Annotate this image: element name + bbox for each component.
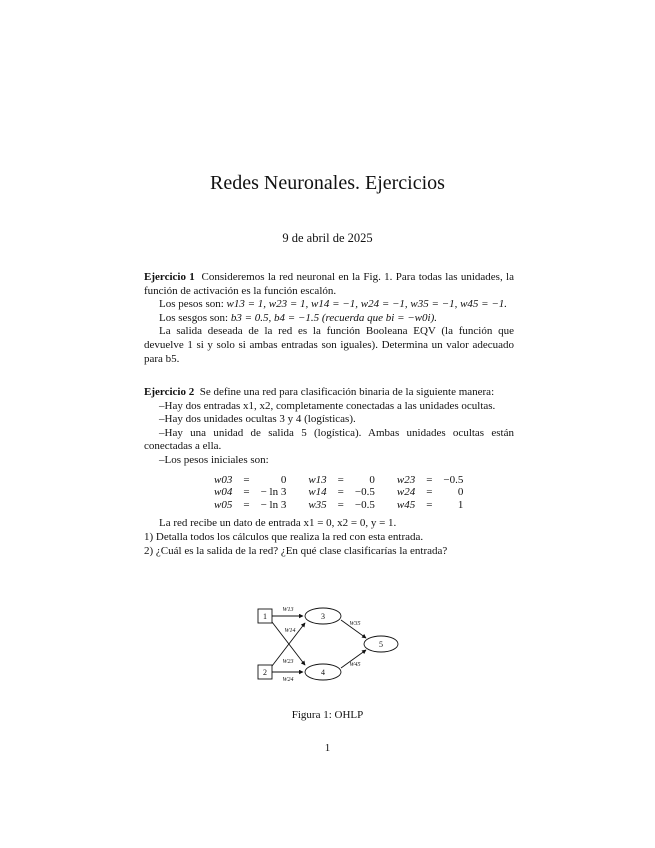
exercise-1-biases-prefix: Los sesgos son: <box>159 311 229 324</box>
edge-label-w23: W23 <box>282 659 294 665</box>
edge-label-w13: W13 <box>282 607 294 613</box>
weight-name: w24 <box>396 486 416 499</box>
exercise-2-intro: Se define una red para clasificación binaria de la siguiente manera: <box>199 386 495 398</box>
exercise-1 <box>144 271 514 366</box>
weights-row: w03 = 0 w13 = 0 w23 = −0.5 <box>210 474 481 487</box>
weight-value: 0 <box>369 473 375 486</box>
network-diagram <box>250 596 410 696</box>
node-2-label: 2 <box>263 668 267 677</box>
edge-label-w35: W35 <box>349 621 361 627</box>
weight-name: w03 <box>214 473 233 486</box>
weight-value: −0.5 <box>354 486 375 499</box>
exercise-2 <box>144 386 514 558</box>
weight-value: 1 <box>457 498 464 511</box>
exercise-1-label: Ejercicio 1 <box>144 271 195 283</box>
node-4-label: 4 <box>321 668 325 677</box>
node-5-label: 5 <box>379 640 383 649</box>
weight-value: 0 <box>457 486 464 499</box>
node-3-label: 3 <box>321 612 325 621</box>
weight-value: − ln 3 <box>260 498 287 511</box>
weight-value: −0.5 <box>354 498 375 511</box>
weights-row: w04 = − ln 3 w14 = −0.5 w24 = 0 <box>210 486 481 499</box>
exercise-2-label: Ejercicio 2 <box>144 386 195 398</box>
initial-weights-table <box>210 474 481 512</box>
exercise-2-item-1: –Hay dos entradas x1, x2, completamente conectadas a las unidades ocultas. <box>159 399 496 412</box>
exercise-1-weights: w13 = 1, w23 = 1, w14 = −1, w24 = −1, w35 = −1, w45 = −1. <box>226 298 508 311</box>
weights-row: w05 = − ln 3 w35 = −0.5 w45 = 1 <box>210 499 481 512</box>
exercise-2-item-4: –Los pesos iniciales son: <box>159 453 269 466</box>
exercise-2-question-1: 1) Detalla todos los cálculos que realiza la red con esta entrada. <box>144 530 424 543</box>
edge-label-w24: W24 <box>282 677 294 683</box>
exercise-1-weights-prefix: Los pesos son: <box>159 298 224 311</box>
figure-caption: Figura 1: OHLP <box>291 709 364 721</box>
page-number: 1 <box>324 742 331 754</box>
edge-label-w14: W14 <box>284 628 296 634</box>
weight-name: w23 <box>396 473 416 486</box>
node-1-label: 1 <box>263 612 267 621</box>
weight-name: w04 <box>214 486 233 499</box>
document-title: Redes Neuronales. Ejercicios <box>210 172 445 194</box>
exercise-2-item-2: –Hay dos unidades ocultas 3 y 4 (logísticas). <box>159 413 356 426</box>
document-date: 9 de abril de 2025 <box>282 231 373 245</box>
weight-name: w14 <box>308 486 327 499</box>
edge-label-w45: W45 <box>349 662 361 668</box>
exercise-2-question-2: 2) ¿Cuál es la salida de la red? ¿En qué clase clasificarías la entrada? <box>144 544 448 557</box>
weight-name: w35 <box>308 498 327 511</box>
exercise-1-task: La salida deseada de la red es la función Booleana EQV (la función que devuelve 1 si y solo si ambas entradas son iguales). Determina un valor adecuado para b5. <box>144 325 514 365</box>
weight-name: w45 <box>396 498 416 511</box>
weight-name: w05 <box>214 498 233 511</box>
weight-name: w13 <box>308 473 327 486</box>
exercise-1-intro: Consideremos la red neuronal en la Fig. 1. Para todas las unidades, la función de activación es la función escalón. <box>144 271 514 297</box>
weight-value: −0.5 <box>443 473 464 486</box>
exercise-2-input: La red recibe un dato de entrada x1 = 0, x2 = 0, y = 1. <box>159 517 397 530</box>
exercise-1-biases: b3 = 0.5, b4 = −1.5 (recuerda que bi = −w0i). <box>230 311 437 324</box>
exercise-2-item-3: –Hay una unidad de salida 5 (logística). Ambas unidades ocultas están conectadas a ella. <box>144 426 514 453</box>
weight-value: − ln 3 <box>260 486 287 499</box>
weight-value: 0 <box>280 473 287 486</box>
